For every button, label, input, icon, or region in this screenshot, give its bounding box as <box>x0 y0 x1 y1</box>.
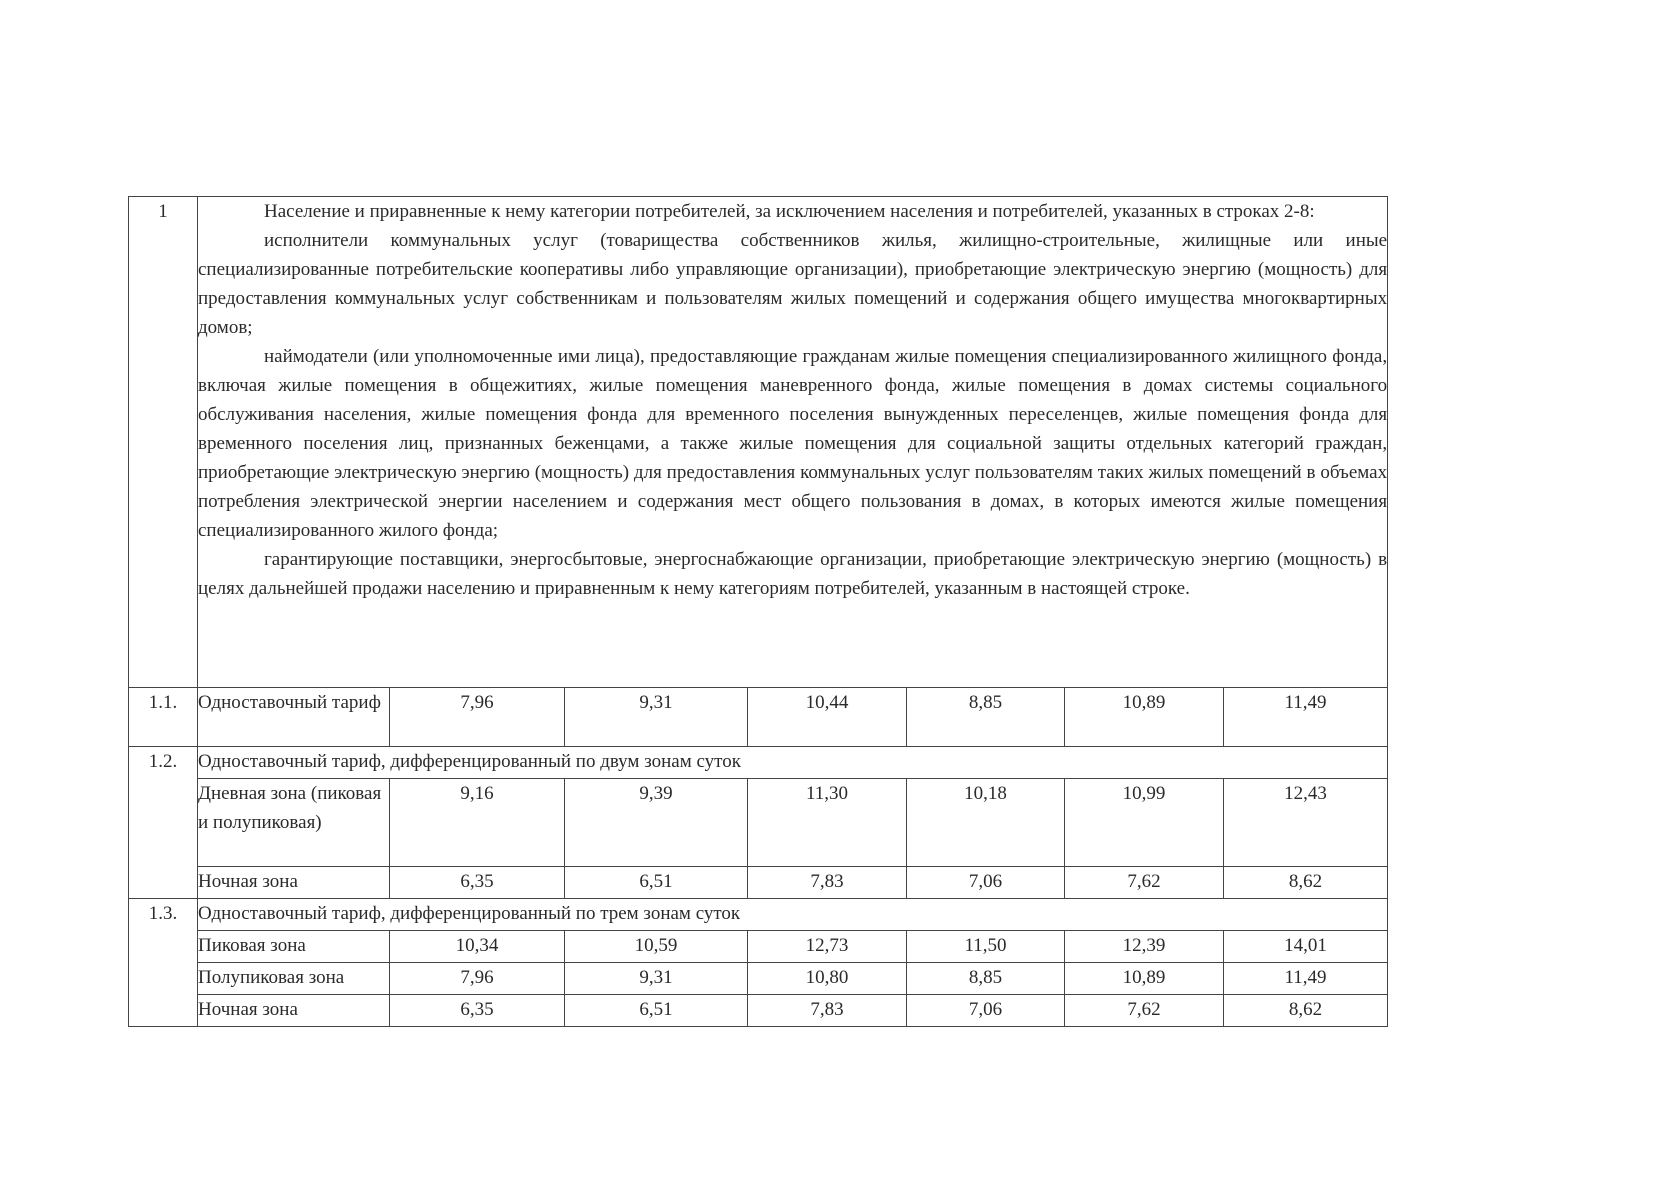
tariff-value: 6,35 <box>390 867 565 899</box>
tariff-value: 9,31 <box>565 688 748 747</box>
tariff-value: 7,06 <box>907 867 1065 899</box>
row-number: 1.1. <box>129 688 198 747</box>
tariff-value: 10,44 <box>748 688 907 747</box>
paragraph: наймодатели (или уполномоченные ими лица), предоставляющие гражданам жилые помещения специализированного жилищного фонда, включая жилые помещения в общежитиях, жилые помещения маневренного фонда, жилые помещения в домах системы социального обслуживания населения, жилые помещения фонда для временного поселения вынужденных переселенцев, жилые помещения фонда для временного поселения лиц, признанных беженцами, а также жилые помещения для социальной защиты отдельных категорий граждан, приобретающие электрическую энергию (мощность) для предоставления коммунальных услуг пользователям таких жилых помещений в объемах потребления электрической энергии населением и содержания мест общего пользования в домах, в которых имеются жилые помещения специализированного жилого фонда; <box>198 346 1388 541</box>
tariff-value: 10,89 <box>1065 963 1224 995</box>
tariff-value: 8,62 <box>1224 867 1388 899</box>
tariff-value: 7,06 <box>907 995 1065 1027</box>
tariff-value: 14,01 <box>1224 931 1388 963</box>
tariff-value: 10,99 <box>1065 779 1224 867</box>
section-title: Одноставочный тариф, дифференцированный по трем зонам суток <box>198 899 1388 931</box>
row-number: 1 <box>129 197 198 688</box>
paragraph: Население и приравненные к нему категории потребителей, за исключением населения и потребителей, указанных в строках 2-8: <box>264 201 1315 222</box>
table-row-1-3-header <box>129 899 1388 931</box>
tariff-value: 7,62 <box>1065 867 1224 899</box>
zone-label: Ночная зона <box>198 867 390 899</box>
tariff-value: 7,83 <box>748 995 907 1027</box>
tariff-value: 11,49 <box>1224 963 1388 995</box>
tariff-value: 10,89 <box>1065 688 1224 747</box>
tariff-value: 6,51 <box>565 867 748 899</box>
table-row-1-2-header <box>129 747 1388 779</box>
tariff-value: 10,34 <box>390 931 565 963</box>
table-row-1 <box>129 197 1388 688</box>
table-row-1-3-night <box>129 995 1388 1027</box>
table-row-1-3-semipeak <box>129 963 1388 995</box>
tariff-value: 12,39 <box>1065 931 1224 963</box>
paragraph: гарантирующие поставщики, энергосбытовые, энергоснабжающие организации, приобретающие электрическую энергию (мощность) в целях дальнейшей продажи населению и приравненным к нему категориям потребителей, указанным в настоящей строке. <box>198 549 1388 599</box>
section-title: Одноставочный тариф, дифференцированный по двум зонам суток <box>198 747 1388 779</box>
table-row-1-2-day <box>129 779 1388 867</box>
table-row-1-3-peak <box>129 931 1388 963</box>
tariff-value: 6,51 <box>565 995 748 1027</box>
table-row-1-1 <box>129 688 1388 747</box>
tariff-value: 7,96 <box>390 963 565 995</box>
tariff-value: 8,85 <box>907 963 1065 995</box>
tariff-value: 11,50 <box>907 931 1065 963</box>
table-row-1-2-night <box>129 867 1388 899</box>
zone-label: Полупиковая зона <box>198 963 390 995</box>
tariff-value: 6,35 <box>390 995 565 1027</box>
zone-label: Дневная зона (пиковая и полупиковая) <box>198 779 390 867</box>
tariff-value: 10,59 <box>565 931 748 963</box>
tariff-value: 10,80 <box>748 963 907 995</box>
tariff-value: 11,49 <box>1224 688 1388 747</box>
tariff-value: 7,83 <box>748 867 907 899</box>
paragraph: исполнители коммунальных услуг (товарищества собственников жилья, жилищно-строительные, жилищные или иные специализированные потребительские кооперативы либо управляющие организации), приобретающие электрическую энергию (мощность) для предоставления коммунальных услуг собственникам и пользователям жилых помещений и содержания общего имущества многоквартирных домов; <box>198 230 1388 338</box>
row-number: 1.2. <box>129 747 198 899</box>
tariff-value: 7,96 <box>390 688 565 747</box>
tariff-value: 10,18 <box>907 779 1065 867</box>
tariff-value: 8,62 <box>1224 995 1388 1027</box>
tariff-value: 9,39 <box>565 779 748 867</box>
row-number: 1.3. <box>129 899 198 1027</box>
zone-label: Пиковая зона <box>198 931 390 963</box>
tariff-value: 7,62 <box>1065 995 1224 1027</box>
tariff-value: 8,85 <box>907 688 1065 747</box>
consumer-category-description <box>198 197 1388 688</box>
tariff-value: 9,31 <box>565 963 748 995</box>
row-label: Одноставочный тариф <box>198 688 390 747</box>
tariff-value: 9,16 <box>390 779 565 867</box>
tariff-value: 12,73 <box>748 931 907 963</box>
zone-label: Ночная зона <box>198 995 390 1027</box>
tariff-value: 12,43 <box>1224 779 1388 867</box>
tariff-value: 11,30 <box>748 779 907 867</box>
tariff-table <box>128 196 1388 1027</box>
